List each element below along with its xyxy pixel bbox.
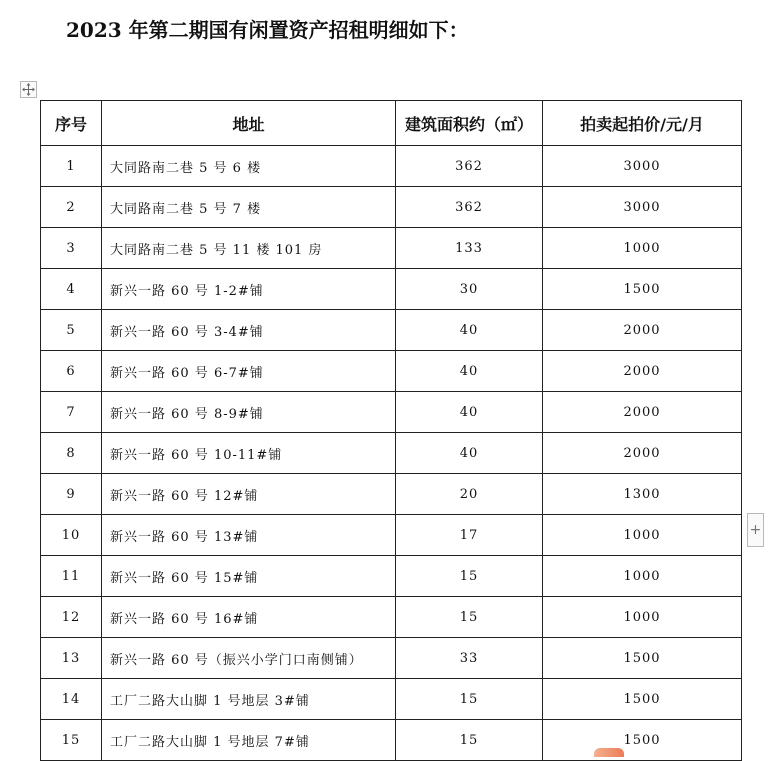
table-row bbox=[41, 474, 742, 515]
cell-price: 3000 bbox=[543, 146, 742, 187]
cell-address: 新兴一路 60 号 15#铺 bbox=[102, 556, 396, 597]
table-row bbox=[41, 269, 742, 310]
cell-price: 1000 bbox=[543, 597, 742, 638]
cell-serial-number: 2 bbox=[41, 187, 102, 228]
cell-price: 1500 bbox=[543, 720, 742, 761]
cell-serial-number: 13 bbox=[41, 638, 102, 679]
move-arrows-icon[interactable] bbox=[20, 81, 37, 98]
cell-price: 1500 bbox=[543, 679, 742, 720]
cell-serial-number: 3 bbox=[41, 228, 102, 269]
table-row bbox=[41, 310, 742, 351]
cell-area: 17 bbox=[396, 515, 543, 556]
cell-address: 大同路南二巷 5 号 6 楼 bbox=[102, 146, 396, 187]
cell-address: 新兴一路 60 号 3-4#铺 bbox=[102, 310, 396, 351]
cell-serial-number: 7 bbox=[41, 392, 102, 433]
cell-serial-number: 12 bbox=[41, 597, 102, 638]
cell-price: 1500 bbox=[543, 269, 742, 310]
cell-area: 15 bbox=[396, 556, 543, 597]
table-row bbox=[41, 351, 742, 392]
cell-area: 40 bbox=[396, 433, 543, 474]
cell-price: 2000 bbox=[543, 392, 742, 433]
cell-address: 新兴一路 60 号 10-11#铺 bbox=[102, 433, 396, 474]
table-row bbox=[41, 392, 742, 433]
cell-serial-number: 15 bbox=[41, 720, 102, 761]
cell-serial-number: 9 bbox=[41, 474, 102, 515]
cell-address: 工厂二路大山脚 1 号地层 7#铺 bbox=[102, 720, 396, 761]
cell-area: 40 bbox=[396, 351, 543, 392]
cell-price: 2000 bbox=[543, 310, 742, 351]
cell-area: 133 bbox=[396, 228, 543, 269]
cell-serial-number: 11 bbox=[41, 556, 102, 597]
table-row bbox=[41, 187, 742, 228]
cell-area: 15 bbox=[396, 720, 543, 761]
header-serial-number: 序号 bbox=[41, 101, 102, 146]
cell-area: 40 bbox=[396, 392, 543, 433]
cell-address: 新兴一路 60 号 6-7#铺 bbox=[102, 351, 396, 392]
cell-address: 大同路南二巷 5 号 11 楼 101 房 bbox=[102, 228, 396, 269]
cell-price: 2000 bbox=[543, 433, 742, 474]
cell-address: 新兴一路 60 号 13#铺 bbox=[102, 515, 396, 556]
header-address: 地址 bbox=[102, 101, 396, 146]
cell-serial-number: 14 bbox=[41, 679, 102, 720]
table-row bbox=[41, 679, 742, 720]
corner-decoration bbox=[594, 748, 624, 757]
cell-area: 362 bbox=[396, 146, 543, 187]
table-header-row bbox=[41, 101, 742, 146]
cell-address: 新兴一路 60 号 8-9#铺 bbox=[102, 392, 396, 433]
document-title: 2023 年第二期国有闲置资产招租明细如下： bbox=[66, 18, 469, 42]
move-arrows-glyph bbox=[22, 83, 35, 96]
cell-area: 20 bbox=[396, 474, 543, 515]
table-row bbox=[41, 515, 742, 556]
cell-serial-number: 10 bbox=[41, 515, 102, 556]
table-row bbox=[41, 228, 742, 269]
cell-address: 新兴一路 60 号（振兴小学门口南侧铺） bbox=[102, 638, 396, 679]
cell-price: 2000 bbox=[543, 351, 742, 392]
cell-price: 1000 bbox=[543, 515, 742, 556]
cell-area: 362 bbox=[396, 187, 543, 228]
cell-price: 1000 bbox=[543, 228, 742, 269]
table-row bbox=[41, 638, 742, 679]
cell-price: 3000 bbox=[543, 187, 742, 228]
cell-area: 40 bbox=[396, 310, 543, 351]
table-row bbox=[41, 720, 742, 761]
cell-price: 1300 bbox=[543, 474, 742, 515]
add-row-plus-icon[interactable]: + bbox=[747, 513, 764, 547]
table-row bbox=[41, 146, 742, 187]
header-starting-price: 拍卖起拍价/元/月 bbox=[543, 101, 742, 146]
cell-price: 1500 bbox=[543, 638, 742, 679]
header-area: 建筑面积约（㎡） bbox=[396, 101, 543, 146]
cell-address: 新兴一路 60 号 12#铺 bbox=[102, 474, 396, 515]
cell-price: 1000 bbox=[543, 556, 742, 597]
cell-area: 33 bbox=[396, 638, 543, 679]
asset-rental-table bbox=[40, 100, 742, 761]
cell-area: 15 bbox=[396, 597, 543, 638]
cell-area: 30 bbox=[396, 269, 543, 310]
cell-serial-number: 6 bbox=[41, 351, 102, 392]
cell-address: 大同路南二巷 5 号 7 楼 bbox=[102, 187, 396, 228]
cell-serial-number: 8 bbox=[41, 433, 102, 474]
cell-address: 新兴一路 60 号 1-2#铺 bbox=[102, 269, 396, 310]
cell-address: 新兴一路 60 号 16#铺 bbox=[102, 597, 396, 638]
table-row bbox=[41, 597, 742, 638]
table-row bbox=[41, 433, 742, 474]
table-row bbox=[41, 556, 742, 597]
cell-area: 15 bbox=[396, 679, 543, 720]
cell-serial-number: 1 bbox=[41, 146, 102, 187]
cell-serial-number: 5 bbox=[41, 310, 102, 351]
cell-serial-number: 4 bbox=[41, 269, 102, 310]
cell-address: 工厂二路大山脚 1 号地层 3#铺 bbox=[102, 679, 396, 720]
